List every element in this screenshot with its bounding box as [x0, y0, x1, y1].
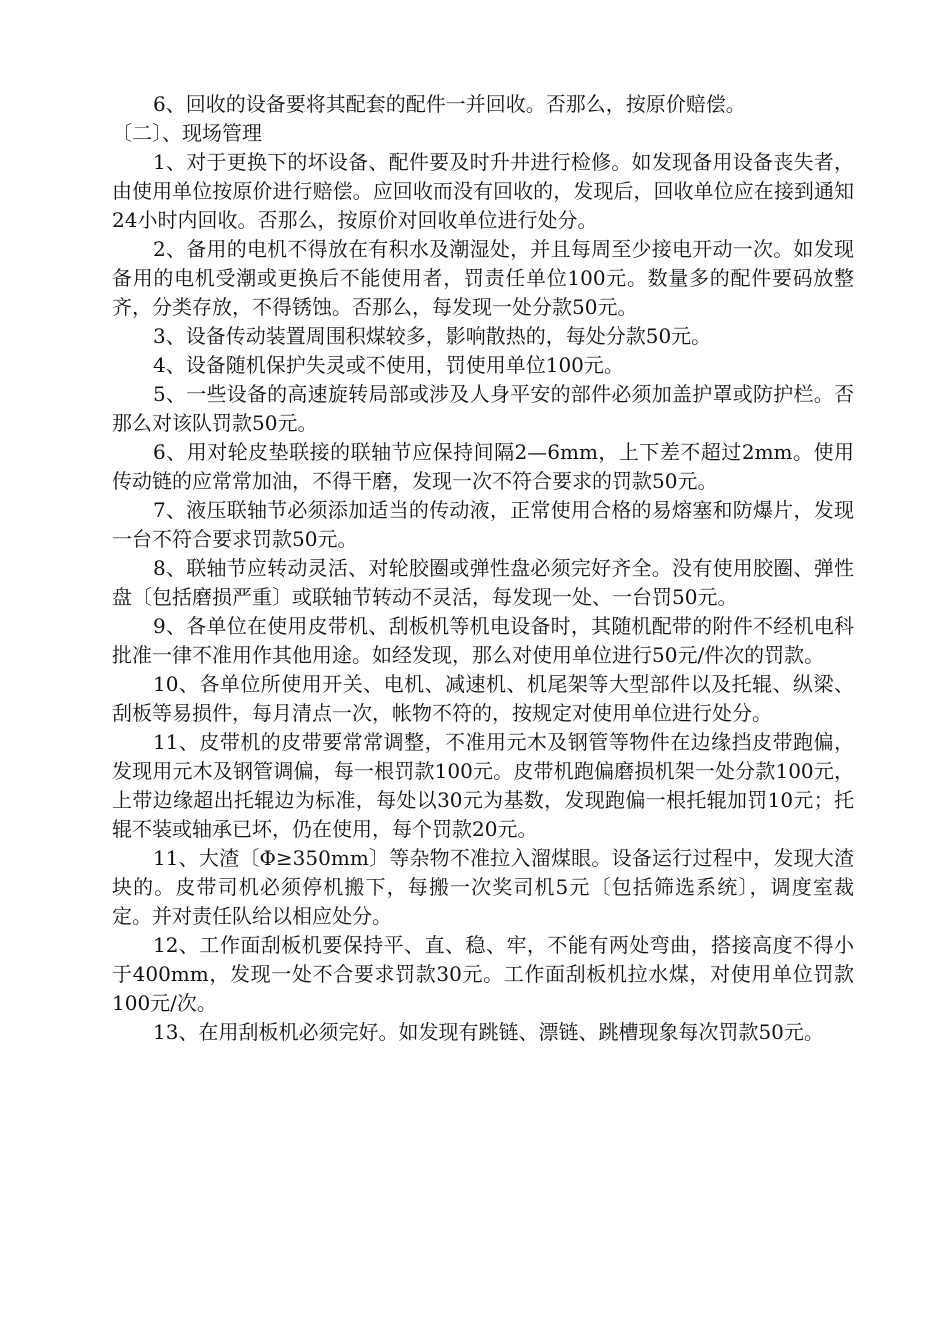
paragraph-13-scraper-condition: 13、在用刮板机必须完好。如发现有跳链、漂链、跳槽现象每次罚款50元。 [153, 1020, 824, 1044]
paragraph-9-accessories: 9、各单位在使用皮带机、刮板机等机电设备时，其随机配带的附件不经机电科批准一律不准用作其他用途。如经发现，那么对使用单位进行50元/件次的罚款。 [112, 614, 854, 667]
paragraph-12-scraper: 12、工作面刮板机要保持平、直、稳、牢，不能有两处弯曲，搭接高度不得小于400mm，发现一处不合要求罚款30元。工作面刮板机拉水煤，对使用单位罚款100元/次。 [112, 933, 854, 1015]
paragraph-7-hydraulic-coupling: 7、液压联轴节必须添加适当的传动液，正常使用合格的易熔塞和防爆片，发现一台不符合要求罚款50元。 [112, 498, 854, 551]
paragraph-4-protection: 4、设备随机保护失灵或不使用，罚使用单位100元。 [153, 353, 624, 377]
paragraph-8-coupling-flex: 8、联轴节应转动灵活、对轮胶圈或弹性盘必须完好齐全。没有使用胶圈、弹性盘〔包括磨损严重〕或联轴节转动不灵活，每发现一处、一台罚50元。 [112, 556, 854, 609]
paragraph-2-spare-motor: 2、备用的电机不得放在有积水及潮湿处，并且每周至少接电开动一次。如发现备用的电机受潮或更换后不能使用者，罚责任单位100元。数量多的配件要码放整齐，分类存放，不得锈蚀。否那么，每发现一处分款50元。 [112, 237, 854, 319]
document-body [112, 90, 854, 1047]
paragraph-5-guard: 5、一些设备的高速旋转局部或涉及人身平安的部件必须加盖护罩或防护栏。否那么对该队罚款50元。 [112, 382, 854, 435]
paragraph-1-repair: 1、对于更换下的坏设备、配件要及时升井进行检修。如发现备用设备丧失者，由使用单位按原价进行赔偿。应回收而没有回收的，发现后，回收单位应在接到通知24小时内回收。否那么，按原价对回收单位进行处分。 [112, 150, 854, 232]
paragraph-11-large-slag: 11、大渣〔Φ≥350mm〕等杂物不准拉入溜煤眼。设备运行过程中，发现大渣块的。皮带司机必须停机搬下，每搬一次奖司机5元〔包括筛选系统〕，调度室裁定。并对责任队给以相应处分。 [112, 846, 854, 928]
section-heading-site-management: 〔二〕、现场管理 [112, 121, 262, 145]
paragraph-3-coal-accumulation: 3、设备传动装置周围积煤较多，影响散热的，每处分款50元。 [153, 324, 712, 348]
paragraph-10-inventory: 10、各单位所使用开关、电机、减速机、机尾架等大型部件以及托辊、纵梁、刮板等易损件，每月清点一次，帐物不符的，按规定对使用单位进行处分。 [112, 672, 854, 725]
paragraph-6-coupling: 6、用对轮皮垫联接的联轴节应保持间隔2—6mm，上下差不超过2mm。使用传动链的应常常加油，不得干磨，发现一次不符合要求的罚款50元。 [112, 440, 854, 493]
paragraph-6-recovery: 6、回收的设备要将其配套的配件一并回收。否那么，按原价赔偿。 [153, 92, 746, 116]
paragraph-11-belt-adjust: 11、皮带机的皮带要常常调整，不准用元木及钢管等物件在边缘挡皮带跑偏，发现用元木及钢管调偏，每一根罚款100元。皮带机跑偏磨损机架一处分款100元，上带边缘超出托辊边为标准，每处以30元为基数，发现跑偏一根托辊加罚10元；托辊不装或轴承已坏，仍在使用，每个罚款20元。 [112, 730, 854, 841]
